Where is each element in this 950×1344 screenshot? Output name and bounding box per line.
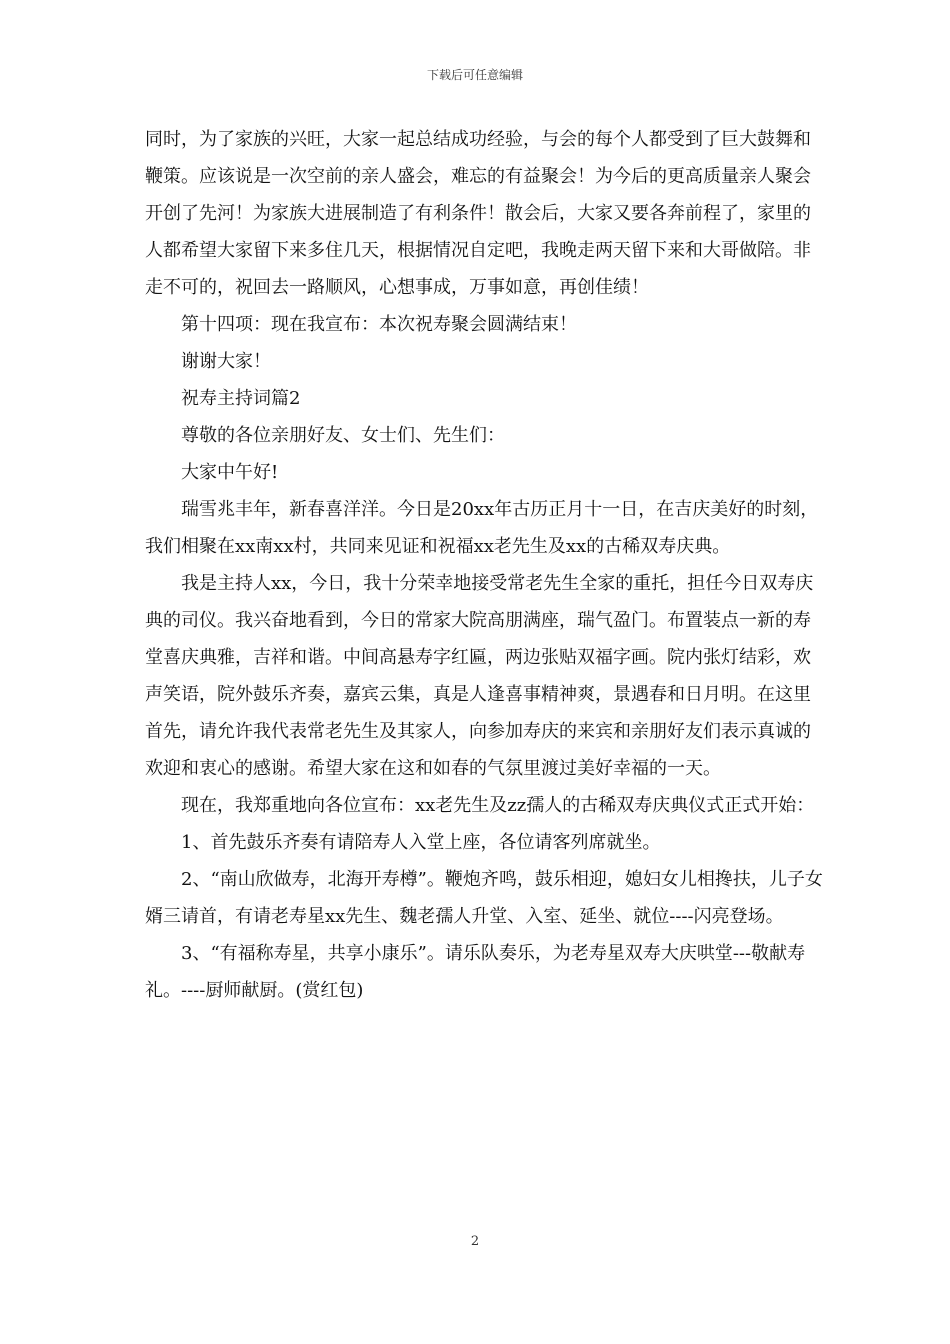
paragraph-5: 尊敬的各位亲朋好友、女士们、先生们：: [181, 425, 505, 446]
paragraph-3: 谢谢大家！: [181, 351, 271, 372]
page-header: 下载后可任意编辑: [426, 68, 523, 82]
paragraph-8: 我是主持人xx，今日，我十分荣幸地接受常老先生全家的重托，担任今日双寿庆典的司仪。我兴奋地看到，今日的常家大院高朋满座，瑞气盈门。布置装点一新的寿堂喜庆典雅，吉祥和谐。中间高悬寿字红匾，两边张贴双福字画。院内张灯结彩，欢声笑语，院外鼓乐齐奏，嘉宾云集，真是人逢喜事精神爽，景遇春和日月明。在这里首先，请允许我代表常老先生及其家人，向参加寿庆的来宾和亲朋好友们表示真诚的欢迎和衷心的感谢。希望大家在这和如春的气氛里渡过美好幸福的一天。: [145, 573, 814, 779]
list-item-2: 2、“南山欣做寿，北海开寿樽”。鞭炮齐鸣，鼓乐相迎，媳妇女儿相搀扶，儿子女婿三请首，有请老寿星xx先生、魏老孺人升堂、入室、延坐、就位----闪亮登场。: [145, 869, 823, 927]
document-body: [145, 121, 825, 1009]
paragraph-6: 大家中午好!: [181, 462, 279, 483]
paragraph-9: 现在，我郑重地向各位宣布：xx老先生及zz孺人的古稀双寿庆典仪式正式开始：: [181, 795, 815, 816]
paragraph-7: 瑞雪兆丰年，新春喜洋洋。今日是20xx年古历正月十一日，在吉庆美好的时刻，我们相聚在xx南xx村，共同来见证和祝福xx老先生及xx的古稀双寿庆典。: [145, 499, 819, 557]
section-heading: 祝寿主持词篇2: [181, 388, 301, 409]
page-number: 2: [470, 1234, 480, 1249]
paragraph-2: 第十四项：现在我宣布：本次祝寿聚会圆满结束！: [181, 314, 577, 335]
list-item-1: 1、首先鼓乐齐奏有请陪寿人入堂上座，各位请客列席就坐。: [181, 832, 661, 853]
paragraph-1: 同时，为了家族的兴旺，大家一起总结成功经验，与会的每个人都受到了巨大鼓舞和鞭策。应该说是一次空前的亲人盛会，难忘的有益聚会！为今后的更高质量亲人聚会开创了先河！为家族大进展制造了有利条件！散会后，大家又要各奔前程了，家里的人都希望大家留下来多住几天，根据情况自定吧，我晚走两天留下来和大哥做陪。非走不可的，祝回去一路顺风，心想事成，万事如意，再创佳绩！: [145, 129, 811, 298]
list-item-3: 3、“有福称寿星，共享小康乐”。请乐队奏乐，为老寿星双寿大庆哄堂---敬献寿礼。----厨师献厨。(赏红包): [145, 943, 806, 1001]
